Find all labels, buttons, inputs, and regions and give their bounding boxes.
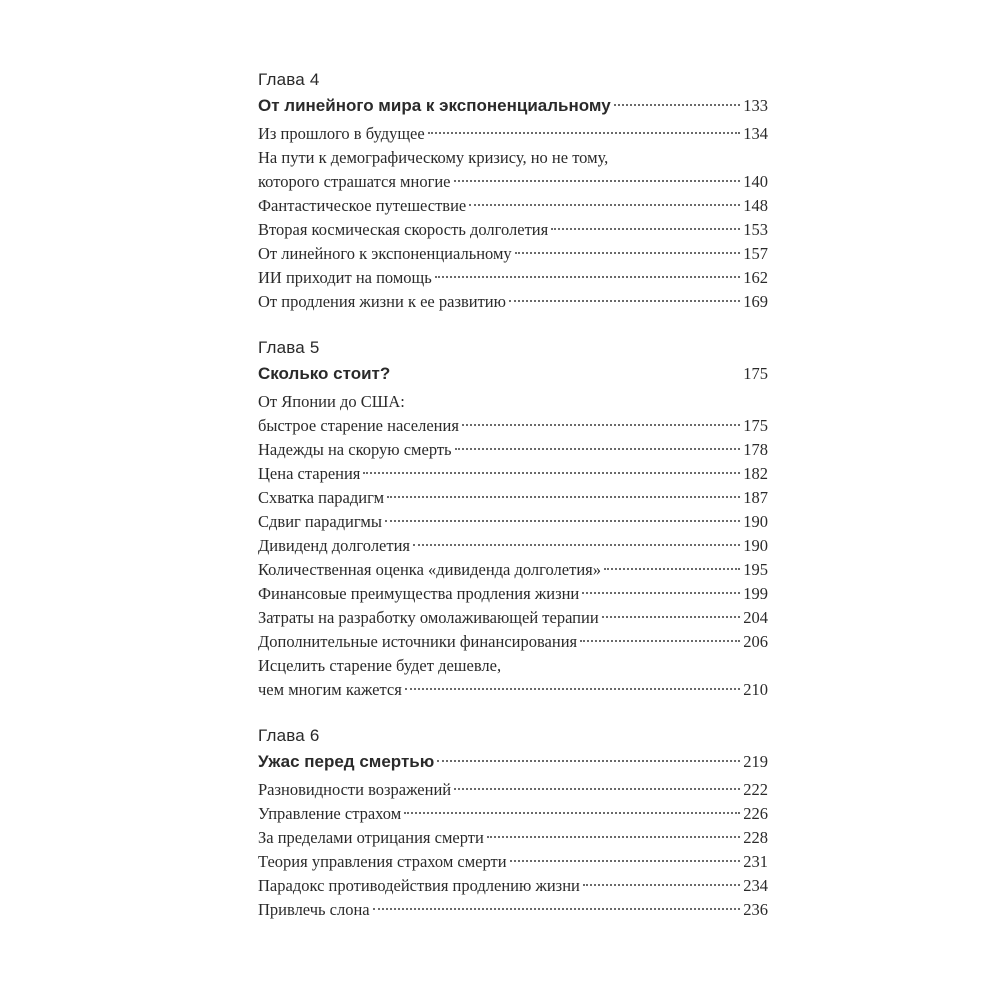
page-number: 222 (743, 780, 768, 799)
dot-leader (387, 496, 740, 498)
entry-text: Количественная оценка «дивиденда долголетия» (258, 560, 601, 579)
toc-entry[interactable] (258, 826, 768, 850)
page-number: 175 (743, 364, 768, 383)
entry-row (258, 242, 768, 266)
entry-text: От продления жизни к ее развитию (258, 292, 506, 311)
dot-leader (604, 568, 740, 570)
page-number: 226 (743, 804, 768, 823)
toc-entry[interactable] (258, 898, 768, 922)
toc-entry[interactable] (258, 438, 768, 462)
toc-entry[interactable] (258, 390, 768, 438)
entry-row (258, 486, 768, 510)
entry-text: Дивиденд долголетия (258, 536, 411, 555)
entry-text: Сдвиг парадигмы (258, 512, 382, 531)
page-number: 157 (743, 244, 768, 263)
page-number: 231 (743, 852, 768, 871)
dot-leader (602, 616, 741, 618)
entry-row (258, 678, 768, 702)
table-of-contents (258, 68, 768, 944)
toc-entry[interactable] (258, 122, 768, 146)
page-number: 219 (743, 752, 768, 771)
dot-leader (393, 372, 740, 374)
entry-text: быстрое старение населения (258, 416, 459, 435)
dot-leader (462, 424, 740, 426)
dot-leader (487, 836, 740, 838)
entry-text: Надежды на скорую смерть (258, 440, 452, 459)
dot-leader (405, 688, 740, 690)
entry-row (258, 438, 768, 462)
toc-entry[interactable] (258, 242, 768, 266)
entry-row (258, 778, 768, 802)
entry-text: Фантастическое путешествие (258, 196, 467, 215)
entry-text: От Японии до США: (258, 392, 405, 411)
chapter-section (258, 724, 768, 922)
entry-row (258, 630, 768, 654)
toc-entry[interactable] (258, 266, 768, 290)
dot-leader (580, 640, 740, 642)
entry-row (258, 414, 768, 438)
entry-text: Теория управления страхом смерти (258, 852, 507, 871)
chapter-section (258, 336, 768, 702)
entry-row (258, 194, 768, 218)
dot-leader (509, 300, 740, 302)
entry-text: Финансовые преимущества продления жизни (258, 584, 580, 603)
page-number: 169 (743, 292, 768, 311)
dot-leader (515, 252, 741, 254)
page-number: 134 (743, 124, 768, 143)
page-number: 140 (743, 172, 768, 191)
dot-leader (583, 884, 740, 886)
chapter-title: Ужас перед смертью (258, 752, 435, 771)
toc-entry[interactable] (258, 874, 768, 898)
page-number: 195 (743, 560, 768, 579)
page-number: 162 (743, 268, 768, 287)
entry-text: которого страшатся многие (258, 172, 451, 191)
entry-text: Разновидности возражений (258, 780, 452, 799)
toc-entry[interactable] (258, 582, 768, 606)
chapter-label: Глава 4 (258, 70, 320, 89)
dot-leader (363, 472, 740, 474)
page-number: 148 (743, 196, 768, 215)
entry-text: Цена старения (258, 464, 361, 483)
entry-row (258, 802, 768, 826)
entry-row (258, 606, 768, 630)
dot-leader (413, 544, 740, 546)
dot-leader (404, 812, 740, 814)
dot-leader (455, 448, 741, 450)
toc-entry[interactable] (258, 462, 768, 486)
toc-entry[interactable] (258, 630, 768, 654)
entry-text: ИИ приходит на помощь (258, 268, 432, 287)
page-number: 178 (743, 440, 768, 459)
toc-entry[interactable] (258, 194, 768, 218)
dot-leader (454, 788, 740, 790)
toc-entry[interactable] (258, 510, 768, 534)
chapter-title: От линейного мира к экспоненциальному (258, 96, 611, 115)
chapter-title-row[interactable] (258, 92, 768, 119)
toc-entry[interactable] (258, 218, 768, 242)
chapter-label: Глава 6 (258, 726, 320, 745)
entry-text: Дополнительные источники финансирования (258, 632, 578, 651)
toc-entry[interactable] (258, 290, 768, 314)
entry-row (258, 558, 768, 582)
page-number: 210 (743, 680, 768, 699)
dot-leader (614, 104, 741, 106)
entry-row (258, 266, 768, 290)
toc-entry[interactable] (258, 654, 768, 702)
page-number: 187 (743, 488, 768, 507)
entry-text: На пути к демографическому кризису, но не тому, (258, 148, 609, 167)
entry-row (258, 510, 768, 534)
entry-text: Исцелить старение будет дешевле, (258, 656, 502, 675)
entry-row (258, 462, 768, 486)
page-number: 182 (743, 464, 768, 483)
toc-entry[interactable] (258, 850, 768, 874)
toc-entry[interactable] (258, 606, 768, 630)
page-number: 175 (743, 416, 768, 435)
chapter-section (258, 68, 768, 314)
chapter-title: Сколько стоит? (258, 364, 391, 383)
page-number: 228 (743, 828, 768, 847)
entry-row (258, 582, 768, 606)
entry-row (258, 898, 768, 922)
entry-row (258, 850, 768, 874)
page-number: 133 (743, 96, 768, 115)
entry-row (258, 826, 768, 850)
toc-entry[interactable] (258, 486, 768, 510)
page-number: 199 (743, 584, 768, 603)
toc-entry[interactable] (258, 146, 768, 194)
toc-entry[interactable] (258, 802, 768, 826)
dot-leader (385, 520, 740, 522)
toc-entry[interactable] (258, 534, 768, 558)
entry-text: Из прошлого в будущее (258, 124, 425, 143)
entry-text: чем многим кажется (258, 680, 402, 699)
toc-entry[interactable] (258, 558, 768, 582)
entry-row (258, 874, 768, 898)
entry-text: Схватка парадигм (258, 488, 385, 507)
dot-leader (551, 228, 740, 230)
page-number: 190 (743, 512, 768, 531)
page-number: 236 (743, 900, 768, 919)
entry-row (258, 122, 768, 146)
entry-text: От линейного к экспоненциальному (258, 244, 512, 263)
entry-text: За пределами отрицания смерти (258, 828, 484, 847)
dot-leader (454, 180, 741, 182)
entry-row (258, 290, 768, 314)
page-number: 204 (743, 608, 768, 627)
entry-row (258, 170, 768, 194)
page-number: 153 (743, 220, 768, 239)
entry-text: Управление страхом (258, 804, 402, 823)
dot-leader (510, 860, 741, 862)
dot-leader (437, 760, 740, 762)
dot-leader (469, 204, 740, 206)
entry-text: Затраты на разработку омолаживающей терапии (258, 608, 599, 627)
dot-leader (435, 276, 740, 278)
chapter-label: Глава 5 (258, 338, 320, 357)
page-number: 206 (743, 632, 768, 651)
entry-row (258, 218, 768, 242)
chapter-title-row[interactable] (258, 360, 768, 387)
entry-text: Парадокс противодействия продлению жизни (258, 876, 580, 895)
page-number: 190 (743, 536, 768, 555)
toc-entry[interactable] (258, 778, 768, 802)
dot-leader (373, 908, 741, 910)
dot-leader (582, 592, 740, 594)
entry-text: Привлечь слона (258, 900, 370, 919)
entry-text: Вторая космическая скорость долголетия (258, 220, 549, 239)
chapter-title-row[interactable] (258, 748, 768, 775)
entry-row (258, 534, 768, 558)
dot-leader (428, 132, 741, 134)
page-number: 234 (743, 876, 768, 895)
